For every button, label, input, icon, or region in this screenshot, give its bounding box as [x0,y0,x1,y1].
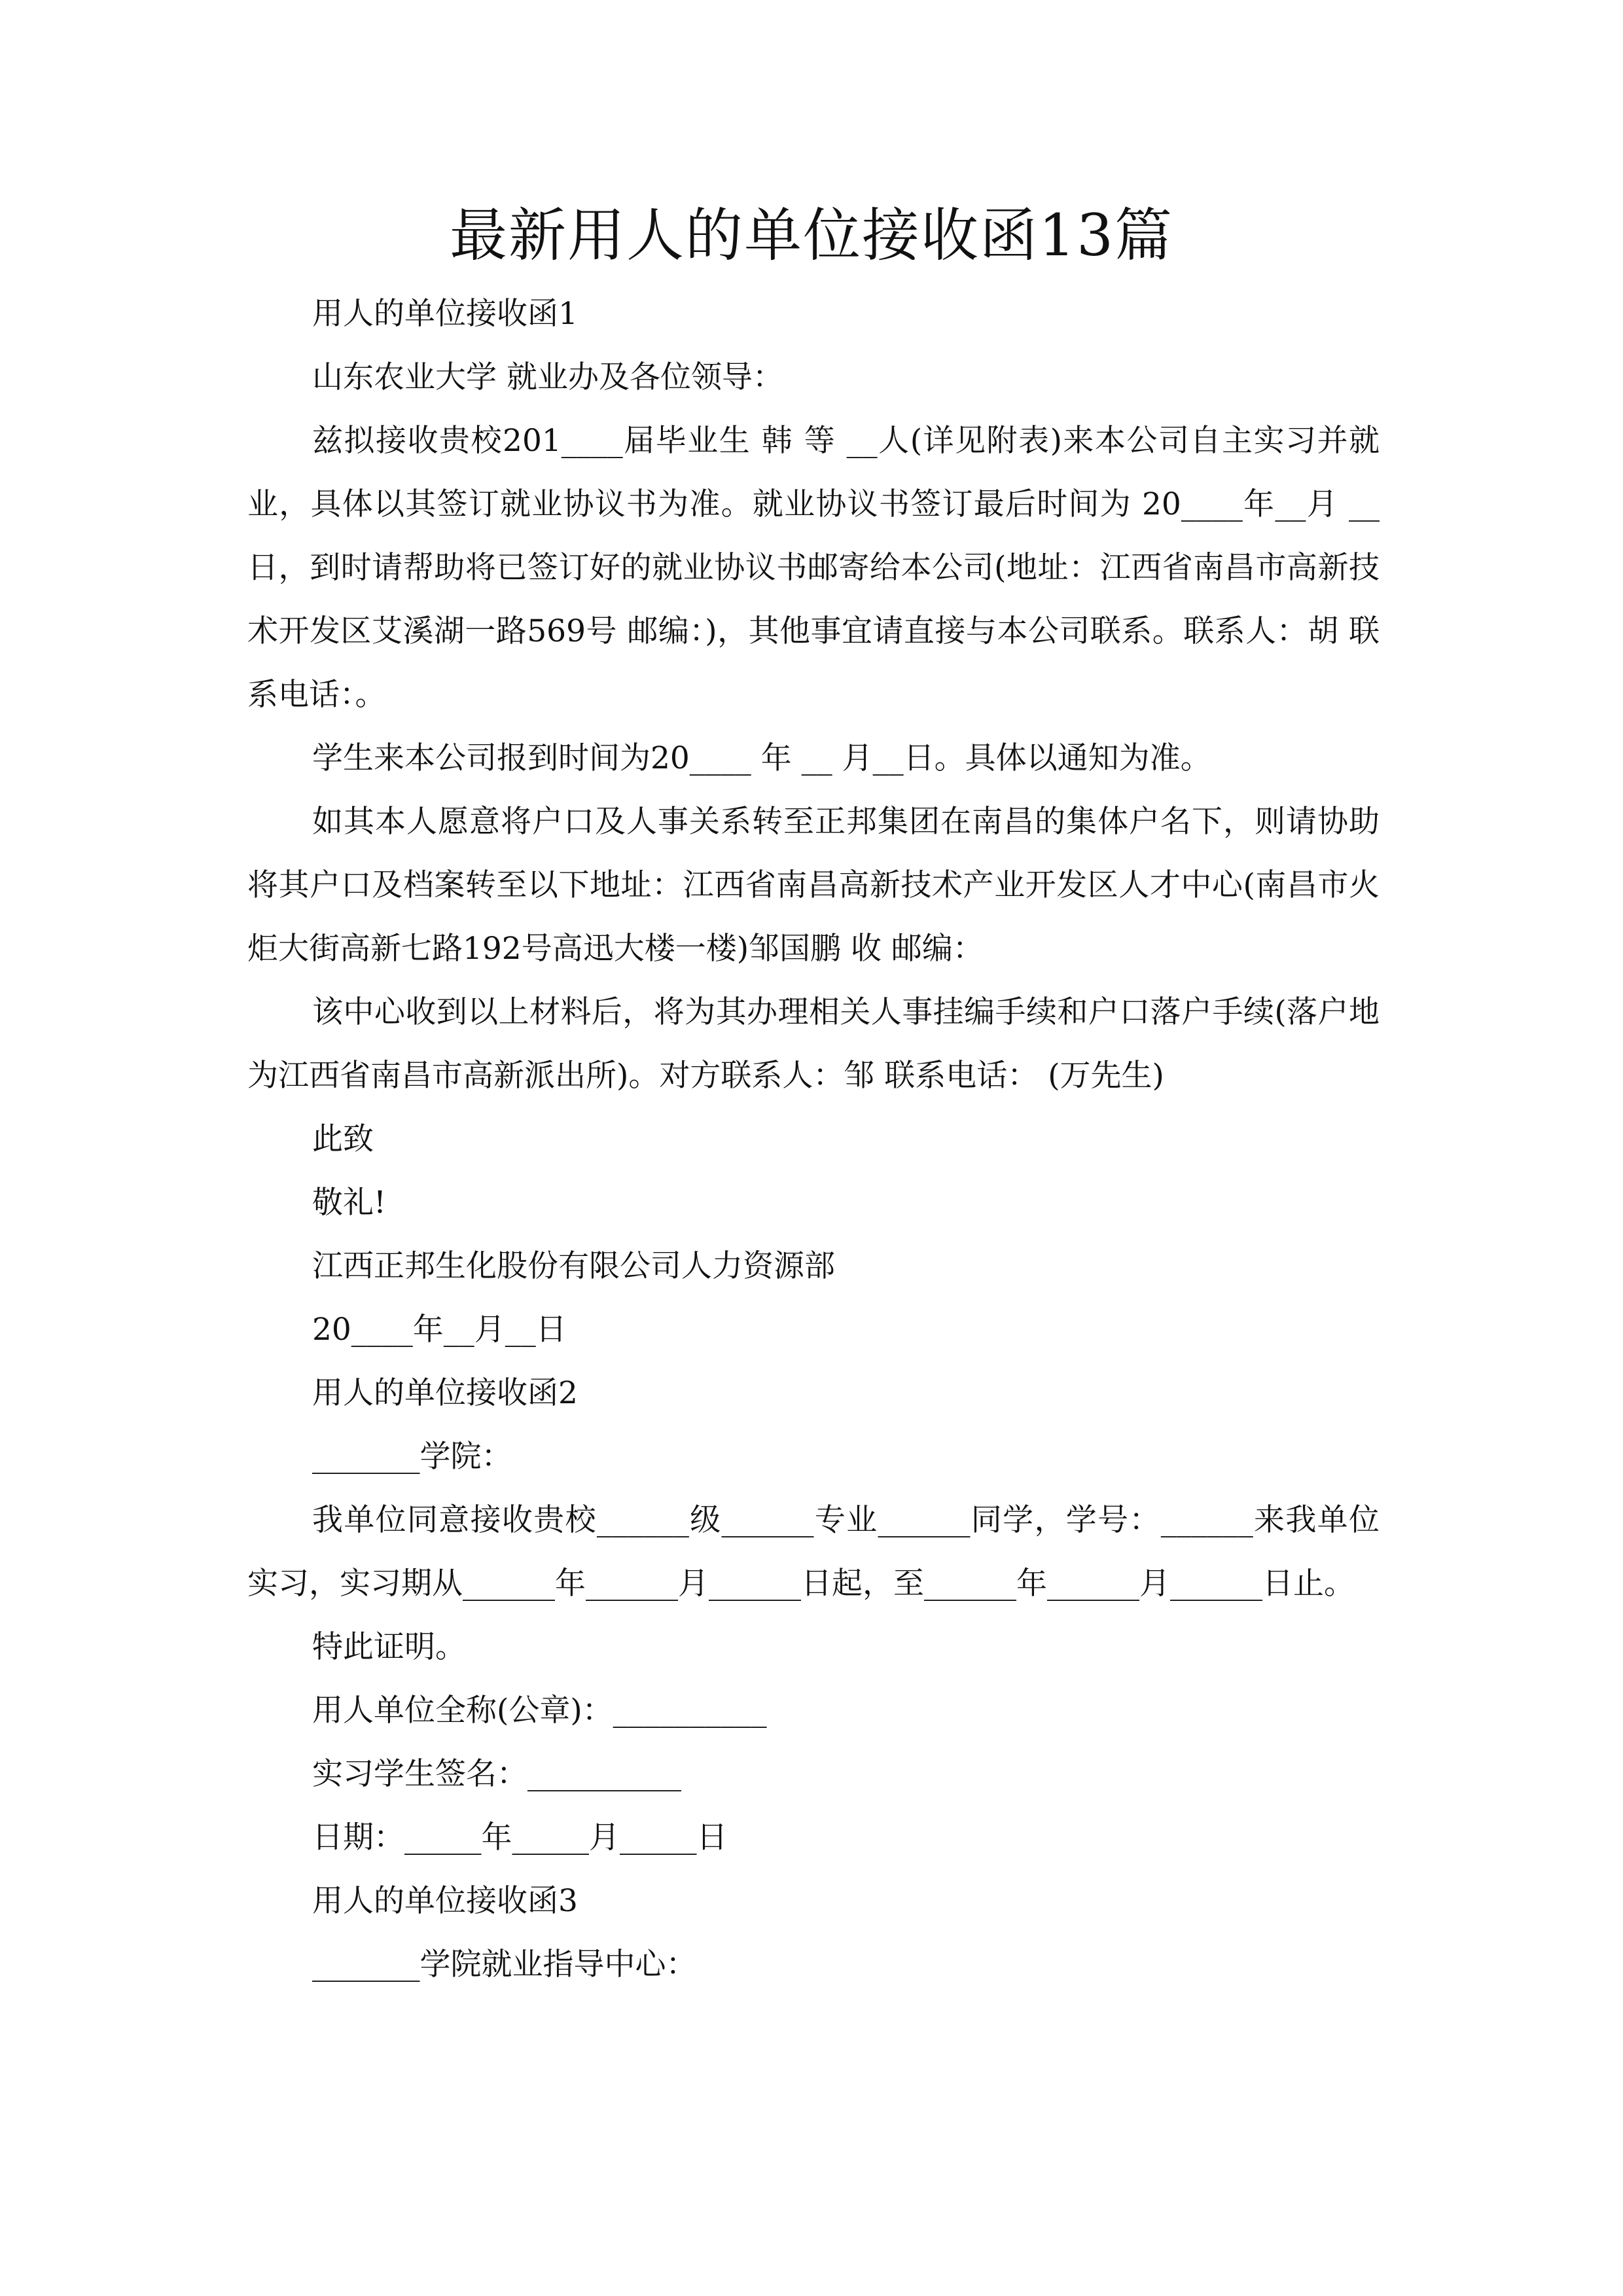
signature-date: 20____年__月__日 [312,1312,567,1348]
salutation: 山东农业大学 就业办及各位领导： [312,359,783,395]
body-paragraph: 我单位同意接收贵校______级______专业______同学，学号：______来我单位实习，实习期从______年______月______日起，至______年______月______日止。 [247,1502,1380,1602]
body-paragraph: 兹拟接收贵校201____届毕业生 韩 等 __人(详见附表)来本公司自主实习并就业，具体以其签订就业协议书为准。就业协议书签订最后时间为 20____年__月 __日，到时请帮助将已签订好的就业协议书邮寄给本公司(地址：江西省南昌市高新技术开发区艾溪湖一路569号 邮编：)，其他事宜请直接与本公司联系。联系人：胡 联系电话：。 [247,423,1380,713]
closing-line: 敬礼! [312,1185,386,1221]
body-paragraph: 该中心收到以上材料后，将为其办理相关人事挂编手续和户口落户手续(落户地为江西省南昌市高新派出所)。对方联系人：邹 联系电话： (万先生) [247,994,1380,1094]
document-title: 最新用人的单位接收函13篇 [450,202,1173,269]
body-paragraph: 如其本人愿意将户口及人事关系转至正邦集团在南昌的集体户名下，则请协助将其户口及档案转至以下地址：江西省南昌高新技术产业开发区人才中心(南昌市火炬大街高新七路192号高迅大楼一楼)邹国鹏 收 邮编： [247,804,1380,967]
salutation: _______学院就业指导中心： [312,1946,697,1982]
signature-organization: 江西正邦生化股份有限公司人力资源部 [312,1248,835,1284]
closing-line: 此致 [312,1121,374,1157]
form-field-line: 日期：_____年_____月_____日 [312,1820,728,1856]
salutation: _______学院： [312,1439,512,1475]
section-heading-2: 用人的单位接收函2 [312,1375,578,1411]
section-heading-1: 用人的单位接收函1 [312,296,578,332]
closing-line: 特此证明。 [312,1629,466,1665]
section-heading-3: 用人的单位接收函3 [312,1883,578,1919]
document-body [247,282,1380,1996]
form-field-line: 用人单位全称(公章)：__________ [312,1693,767,1729]
body-paragraph: 学生来本公司报到时间为20____ 年 __ 月__日。具体以通知为准。 [312,740,1211,776]
form-field-line: 实习学生签名：__________ [312,1756,681,1792]
